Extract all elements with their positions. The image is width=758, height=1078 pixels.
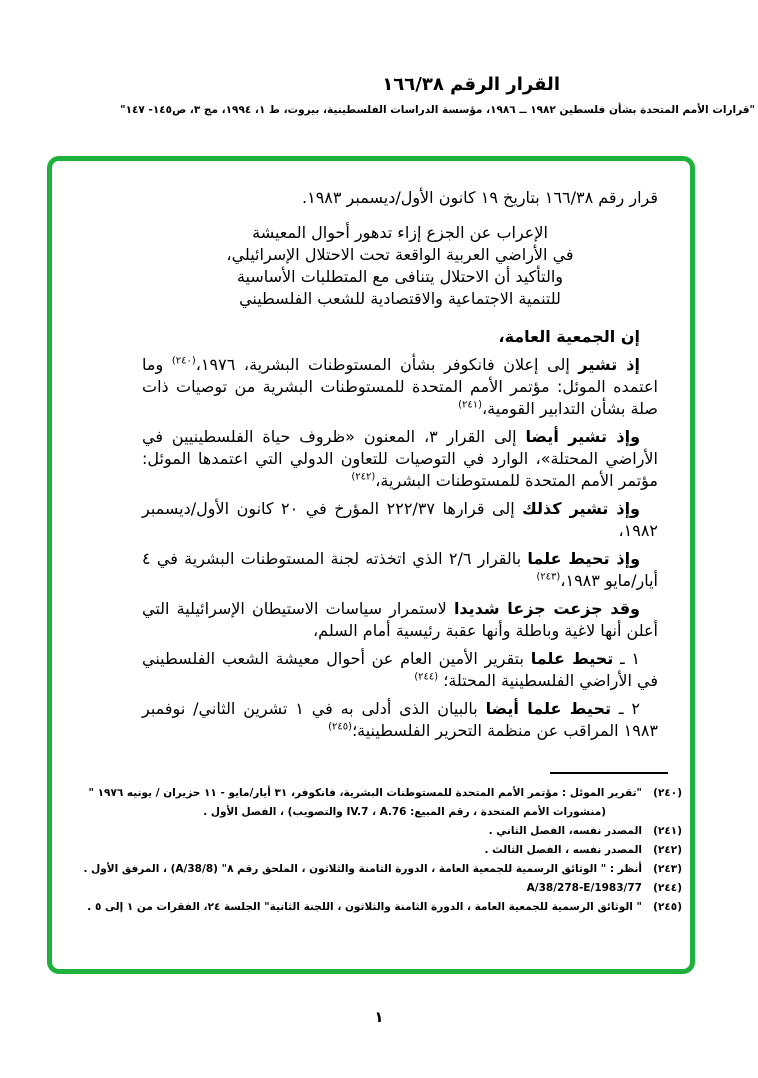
resolution-body xyxy=(52,161,690,742)
footnote-marker: (٢٤٠) xyxy=(653,787,682,799)
resolution-subtitle xyxy=(142,222,658,310)
document-title: القرار الرقم ١٦٦/٣٨ xyxy=(382,74,560,95)
footnote-marker: (٢٤٢) xyxy=(653,844,682,856)
resolution-paragraph: إذ تشير إلى إعلان فانكوفر بشأن المستوطنات البشرية، ١٩٧٦،$^{(٢٤٠)}$ وما اعتمده الموئل: مؤتمر الأمم المتحدة للمستوطنات البشرية من توصيات ذات صلة بشأن التدابير القومية،$^{(٢٤١)}$ xyxy=(142,355,658,418)
footnote-text: المصدر نفسه ، الفصل الثالث . xyxy=(484,844,642,856)
subtitle-line: للتنمية الاجتماعية والاقتصادية للشعب الفلسطيني xyxy=(239,289,561,308)
footnotes-section xyxy=(52,784,690,917)
footnote-ref: (٢٤٤) xyxy=(414,671,439,683)
resolution-highlight-frame xyxy=(47,156,695,974)
footnote xyxy=(80,879,682,898)
resolution-paragraph: وإذ تحيط علما بالقرار ٢/٦ الذي اتخذته لجنة المستوطنات البشرية في ٤ أيار/مايو ١٩٨٣،$^{(٢٤٣)}$ xyxy=(142,549,658,590)
page-number: ١ xyxy=(374,1008,384,1026)
footnote-marker: (٢٤١) xyxy=(653,825,682,837)
footnote-separator xyxy=(550,772,668,774)
footnote-ref: (٢٤١) xyxy=(458,399,482,411)
resolution-operative-paragraph: ٢ ـ تحيط علما أيضا بالبيان الذى أدلى به في ١ تشرين الثاني/ نوفمبر ١٩٨٣ المراقب عن منظمة التحرير الفلسطينية؛$^{(٢٤٥)}$ xyxy=(142,699,658,740)
footnote xyxy=(80,898,682,917)
footnote-document-symbol: A/38/278-E/1983/77 xyxy=(526,882,642,894)
source-citation-line: "قرارات الأمم المتحدة بشأن فلسطين ١٩٨٢ ــ ١٩٨٦، مؤسسة الدراسات الفلسطينية، بيروت، ط ١، ١٩٩٤، مج ٣، ص١٤٥- ١٤٧" xyxy=(120,104,755,116)
footnote-ref: (٢٤٢) xyxy=(351,471,376,483)
footnote-text: " الوثائق الرسمية للجمعية العامة ، الدورة الثامنة والثلاثون ، اللجنة الثانية" الجلسة ٢٤، الفقرات من ١ إلى ٥ . xyxy=(87,901,642,913)
footnote-text: "تقرير الموئل : مؤتمر الأمم المتحدة للمستوطنات البشرية، فانكوفر، ٣١ أيار/مايو - ١١ حزيران / يونيه ١٩٧٦ " xyxy=(88,787,642,799)
footnote-ref: (٢٤٣) xyxy=(536,571,561,583)
footnote-marker: (٢٤٥) xyxy=(653,901,682,913)
subtitle-line: والتأكيد أن الاحتلال يتنافى مع المتطلبات الأساسية xyxy=(236,267,564,286)
footnote-marker: (٢٤٤) xyxy=(653,882,682,894)
footnote-text-continuation: (منشورات الأمم المتحدة ، رقم المبيع: 76.IV.7 ، A والتصويب) ، الفصل الأول . xyxy=(203,806,606,818)
resolution-operative-paragraph: ١ ـ تحيط علما بتقرير الأمين العام عن أحوال معيشة الشعب الفلسطيني في الأراضي الفلسطينية المحتلة؛ $^{(٢٤٤)}$ xyxy=(142,649,658,690)
subtitle-line: في الأراضي العربية الواقعة تحت الاحتلال الإسرائيلي، xyxy=(226,245,574,264)
footnote-text: أنظر : " الوثائق الرسمية للجمعية العامة ، الدورة الثامنة والثلاثون ، الملحق رقم ٨" (A/38/8) ، المرفق الأول . xyxy=(83,863,642,875)
footnote xyxy=(80,841,682,860)
footnote-text: المصدر نفسه، الفصل الثاني . xyxy=(488,825,642,837)
footnote-ref: (٢٤٥) xyxy=(328,721,353,733)
footnote-marker: (٢٤٣) xyxy=(653,863,682,875)
footnote-ref: (٢٤٠) xyxy=(171,355,196,367)
resolution-heading: قرار رقم ١٦٦/٣٨ بتاريخ ١٩ كانون الأول/ديسمبر ١٩٨٣. xyxy=(302,188,658,207)
resolution-paragraph: وقد جزعت جزعا شديدا لاستمرار سياسات الاستيطان الإسرائيلية التي أعلن أنها لاغية وباطلة وأنها عقبة رئيسية أمام السلم، xyxy=(142,599,658,640)
footnote xyxy=(80,822,682,841)
resolution-opening: إن الجمعية العامة، xyxy=(498,327,640,346)
subtitle-line: الإعراب عن الجزع إزاء تدهور أحوال المعيشة xyxy=(252,223,548,242)
footnote xyxy=(80,860,682,879)
footnote xyxy=(80,784,682,822)
resolution-paragraph: وإذ تشير كذلك إلى قرارها ٢٢٢/٣٧ المؤرخ في ٢٠ كانون الأول/ديسمبر ١٩٨٢، xyxy=(142,499,658,540)
resolution-paragraph: وإذ تشير أيضا إلى القرار ٣، المعنون «ظروف حياة الفلسطينيين في الأراضي المحتلة»، الوارد في التوصيات للتعاون الدولي التي اعتمدها الموئل: مؤتمر الأمم المتحدة للمستوطنات البشرية،$^{(٢٤٢)}$ xyxy=(142,427,658,490)
